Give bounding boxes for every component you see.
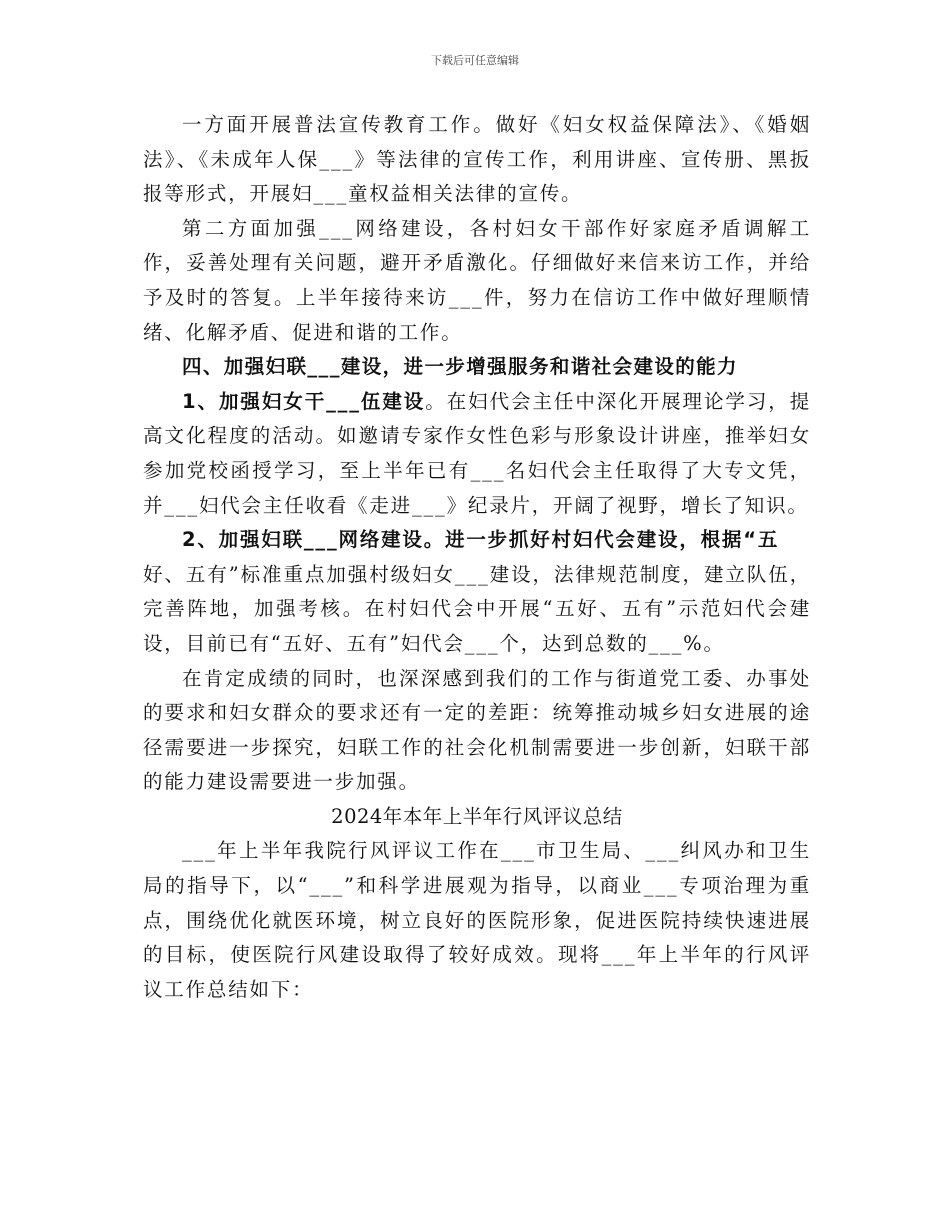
item-1-title: 1、加强妇女干___伍建设 <box>182 389 426 413</box>
item-1-body: 。在妇代会主任中深化开展理论学习，提高文化程度的活动。如邀请专家作女性色彩与形象设计讲座，推举妇女参加党校函授学习，至上半年已有___名妇代会主任取得了大专文凭，并___妇代会主任收看《走进___》纪录片，开阔了视野，增长了知识。 <box>143 389 812 517</box>
document-body <box>143 108 811 1007</box>
paragraph-conclusion: 在肯定成绩的同时，也深深感到我们的工作与街道党工委、办事处的要求和妇女群众的要求还有一定的差距：统筹推动城乡妇女进展的途径需要进一步探究，妇联工作的社会化机制需要进一步创新，妇联干部的能力建设需要进一步加强。 <box>143 666 811 794</box>
paragraph-item-1 <box>143 385 811 523</box>
paragraph-article-intro: ___年上半年我院行风评议工作在___市卫生局、___纠风办和卫生局的指导下，以“___”和科学进展观为指导，以商业___专项治理为重点，围绕优化就医环境，树立良好的医院形象，促进医院持续快速进展的目标，使医院行风建设取得了较好成效。现将___年上半年的行风评议工作总结如下： <box>143 839 811 1001</box>
paragraph-network-building: 第二方面加强___网络建设，各村妇女干部作好家庭矛盾调解工作，妥善处理有关问题，避开矛盾激化。仔细做好来信来访工作，并给予及时的答复。上半年接待来访___件，努力在信访工作中做好理顺情绪、化解矛盾、促进和谐的工作。 <box>143 216 811 344</box>
page-header: 下载后可任意编辑 <box>431 54 519 67</box>
paragraph-legal-publicity: 一方面开展普法宣传教育工作。做好《妇女权益保障法》、《婚姻法》、《未成年人保___》等法律的宣传工作，利用讲座、宣传册、黑扳报等形式，开展妇___童权益相关法律的宣传。 <box>143 113 811 206</box>
item-2-body: 好、五有”标准重点加强村级妇女___建设，法律规范制度，建立队伍，完善阵地，加强考核。在村妇代会中开展“五好、五有”示范妇代会建设，目前已有“五好、五有”妇代会___个，达到总数的___%。 <box>143 562 811 655</box>
item-2-title: 2、加强妇联___网络建设。进一步抓好村妇代会建设，根据“五 <box>182 528 780 552</box>
article-title: 2024年本年上半年行风评议总结 <box>331 804 623 828</box>
section-heading: 四、加强妇联___建设，进一步增强服务和谐社会建设的能力 <box>182 355 738 379</box>
